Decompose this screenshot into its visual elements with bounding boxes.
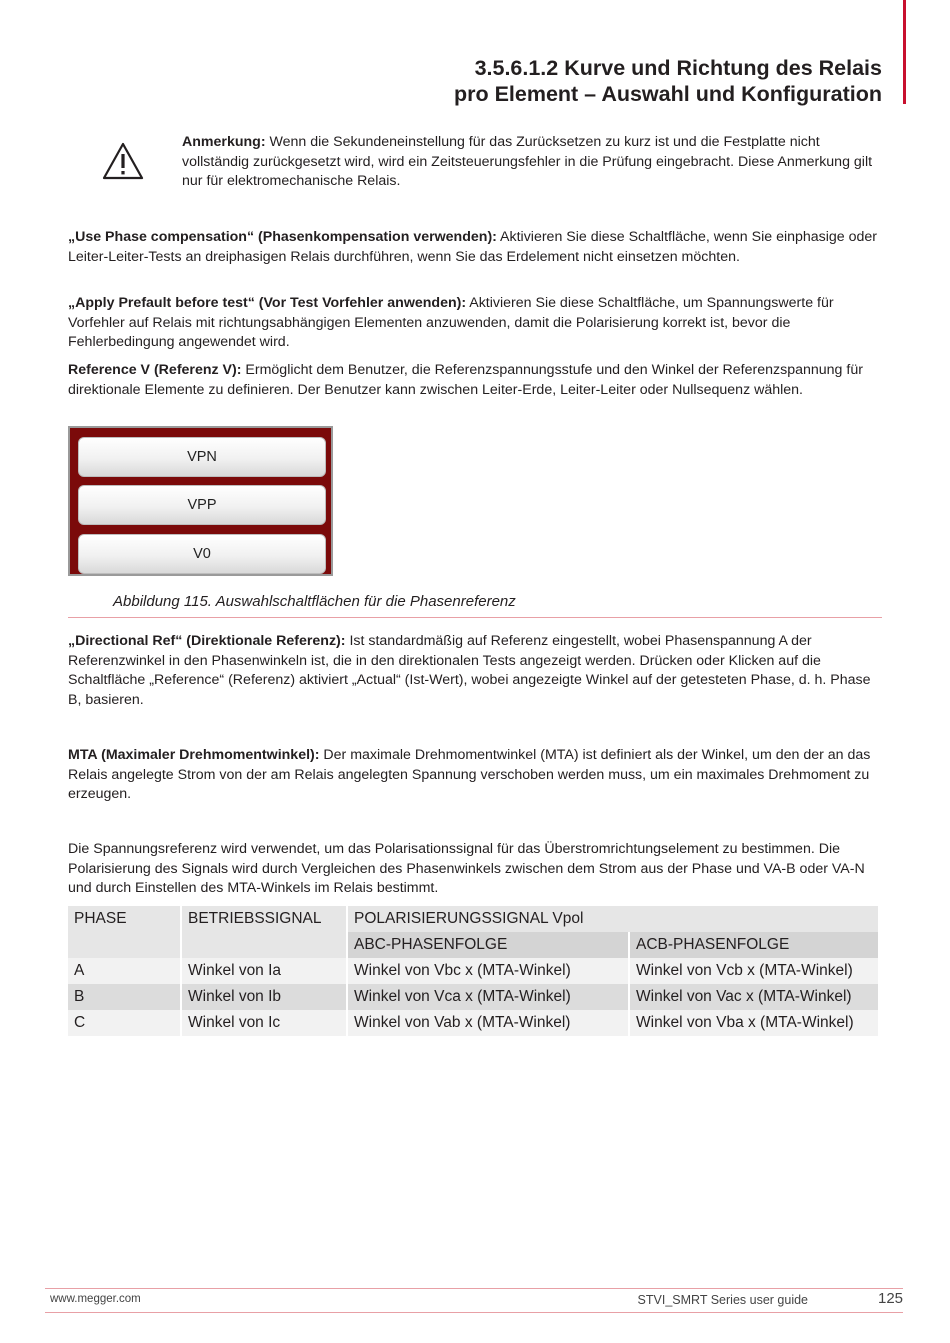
paragraph-polarization: Die Spannungsreferenz wird verwendet, um das Polarisationssignal für das Überstromrichtungselement zu bestimmen. Die Polarisierung des Signals wird durch Vergleichen des Phasenwinkels zwischen dem Strom aus der Phase und VA-B oder VA-N und durch Einstellen des MTA-Winkels im Relais bestimmt. — [68, 841, 865, 896]
header-empty — [68, 932, 180, 958]
text-directional-ref: Ist standardmäßig auf Referenz eingestellt, wobei Phasenspannung A der Referenzwinkel in den Phasenwinkeln ist, die in den direktionalen Tests angezeigt werden. Drücken oder Klicken auf die Schaltfläche „Reference“ (Referenz) aktiviert „Actual“ (Ist-Wert), wobei angezeigte Winkel auf der getesteten Phase, d. h. Phase B, basieren. — [68, 633, 871, 708]
cell-acb: Winkel von Vba x (MTA-Winkel) — [630, 1010, 878, 1036]
header-empty — [182, 932, 346, 958]
vpn-button-label: VPN — [187, 449, 217, 465]
figure-caption: Abbildung 115. Auswahlschaltflächen für die Phasenreferenz — [113, 593, 516, 610]
header-phase: PHASE — [68, 906, 180, 932]
cell-acb: Winkel von Vac x (MTA-Winkel) — [630, 984, 878, 1010]
caption-divider — [68, 617, 882, 618]
v0-button-label: V0 — [193, 546, 211, 562]
term-prefault: „Apply Prefault before test“ (Vor Test Vorfehler anwenden): — [68, 295, 467, 311]
footer-url: www.megger.com — [50, 1293, 141, 1305]
accent-bar — [903, 0, 906, 104]
footer-rule-top — [45, 1288, 903, 1289]
footer-rule-bottom — [45, 1312, 903, 1313]
note-text: Wenn die Sekundeneinstellung für das Zurücksetzen zu kurz ist und die Festplatte nicht vollständig zurückgesetzt wird, wird ein Zeitsteuerungsfehler in die Prüfung eingebracht. Diese Anmerkung gilt nur für elektromechanische Relais. — [182, 134, 873, 189]
paragraph-mta — [68, 746, 882, 805]
paragraph-directional-ref — [68, 632, 882, 710]
note-block — [182, 133, 882, 192]
heading-line-1: 3.5.6.1.2 Kurve und Richtung des Relais — [474, 56, 882, 80]
heading-line-2: pro Element – Auswahl und Konfiguration — [453, 82, 882, 106]
cell-abc: Winkel von Vbc x (MTA-Winkel) — [348, 958, 628, 984]
cell-phase: C — [68, 1010, 180, 1036]
table-header-row — [68, 906, 878, 932]
v0-button[interactable] — [78, 534, 326, 574]
cell-signal: Winkel von Ia — [182, 958, 346, 984]
paragraph-phase-compensation — [68, 228, 882, 267]
vpn-button[interactable] — [78, 437, 326, 477]
table-subheader-row — [68, 932, 878, 958]
term-reference-v: Reference V (Referenz V): — [68, 362, 242, 378]
cell-phase: B — [68, 984, 180, 1010]
header-abc: ABC-PHASENFOLGE — [348, 932, 628, 958]
term-directional-ref: „Directional Ref“ (Direktionale Referenz): — [68, 633, 346, 649]
section-heading — [122, 55, 882, 107]
header-polarization: POLARISIERUNGSSIGNAL Vpol — [348, 906, 878, 932]
table-row — [68, 1010, 878, 1036]
text-mta: Der maximale Drehmomentwinkel (MTA) ist definiert als der Winkel, um den der an das Relais angelegte Strom von der am Relais angelegten Spannung verschoben werden muss, um ein maximales Drehmoment zu erzeugen. — [68, 747, 871, 802]
term-phase-compensation: „Use Phase compensation“ (Phasenkompensation verwenden): — [68, 229, 497, 245]
paragraph-reference-v — [68, 361, 882, 400]
cell-signal: Winkel von Ib — [182, 984, 346, 1010]
vpp-button-label: VPP — [187, 497, 217, 513]
cell-abc: Winkel von Vab x (MTA-Winkel) — [348, 1010, 628, 1036]
table-row — [68, 958, 878, 984]
warning-triangle-icon — [102, 142, 144, 180]
header-acb: ACB-PHASENFOLGE — [630, 932, 878, 958]
phase-reference-panel — [68, 426, 333, 576]
vpp-button[interactable] — [78, 485, 326, 525]
footer-guide-title: STVI_SMRT Series user guide — [637, 1293, 808, 1307]
cell-abc: Winkel von Vca x (MTA-Winkel) — [348, 984, 628, 1010]
polarization-table — [66, 906, 880, 1036]
cell-phase: A — [68, 958, 180, 984]
text-prefault: Aktivieren Sie diese Schaltfläche, um Spannungswerte für Vorfehler auf Relais mit richtungsabhängigen Elementen anzuwenden, damit die Polarisierung korrekt ist, bevor die Fehlerbedingung angewendet wird. — [68, 295, 834, 350]
page-number: 125 — [878, 1290, 904, 1307]
table-row — [68, 984, 878, 1010]
header-signal: BETRIEBSSIGNAL — [182, 906, 346, 932]
note-label: Anmerkung: — [182, 134, 266, 150]
paragraph-prefault — [68, 294, 882, 353]
text-reference-v: Ermöglicht dem Benutzer, die Referenzspannungsstufe und den Winkel der Referenzspannung für direktionale Elemente zu definieren. Der Benutzer kann zwischen Leiter-Erde, Leiter-Leiter oder Nullsequenz wählen. — [68, 362, 863, 398]
cell-acb: Winkel von Vcb x (MTA-Winkel) — [630, 958, 878, 984]
text-phase-compensation: Aktivieren Sie diese Schaltfläche, wenn Sie einphasige oder Leiter-Leiter-Tests an dreiphasigen Relais durchführen, wenn Sie das Erdelement nicht einsetzen möchten. — [68, 229, 878, 265]
term-mta: MTA (Maximaler Drehmomentwinkel): — [68, 747, 320, 763]
cell-signal: Winkel von Ic — [182, 1010, 346, 1036]
